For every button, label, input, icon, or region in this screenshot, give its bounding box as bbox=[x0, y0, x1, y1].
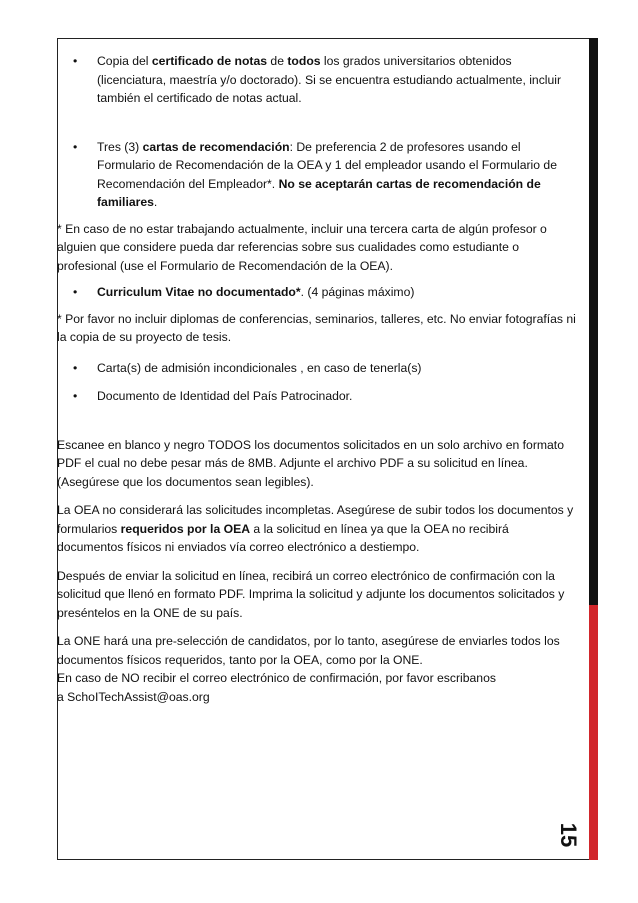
bullet-icon: • bbox=[73, 139, 78, 154]
list-item-certificado: • Copia del certificado de notas de todos los grados universitarios obtenidos (licenciatura, maestría y/o doctorado). Si se encuentra estudiando actualmente, incluir también el certificado de notas actual. bbox=[73, 54, 562, 105]
list-item-admision: • Carta(s) de admisión incondicionales , en caso de tenerla(s) bbox=[57, 359, 577, 378]
bullet-icon: • bbox=[73, 285, 78, 299]
side-bar-black bbox=[589, 38, 598, 605]
email-link[interactable]: a SchoITechAssist@oas.org bbox=[57, 689, 210, 704]
bullet-icon: • bbox=[73, 389, 78, 403]
paragraph-despues: Después de enviar la solicitud en línea, recibirá un correo electrónico de confirmación con la solicitud que llenó en formato PDF. Imprima la solicitud y adjunte los documentos solicitados y preséntelos en la ONE de su país. bbox=[57, 568, 565, 620]
list-item-cartas: • Tres (3) cartas de recomendación: De preferencia 2 de profesores usando el Formulario de Recomendación de la OEA y 1 del empleador usando el Formulario de Recomendación del Empleador*. No se aceptarán cartas de recomendación de familiares. bbox=[73, 139, 557, 209]
page-number: 15 bbox=[556, 822, 582, 848]
bullet-icon: • bbox=[73, 360, 78, 375]
note-cv: * Por favor no incluir diplomas de conferencias, seminarios, talleres, etc. No enviar fotografías ni la copia de su proyecto de tesis. bbox=[57, 311, 576, 344]
document-content bbox=[57, 52, 577, 706]
list-item-cv: • Curriculum Vitae no documentado*. (4 páginas máximo) bbox=[57, 283, 577, 302]
paragraph-escanee: Escanee en blanco y negro TODOS los documentos solicitados en un solo archivo en formato PDF el cual no debe pesar más de 8MB. Adjunte el archivo PDF a su solicitud en línea. (Asegúrese que los documentos sean legibles). bbox=[57, 437, 564, 489]
paragraph-oea: La OEA no considerará las solicitudes incompletas. Asegúrese de subir todos los documentos y formularios requeridos por la OEA a la solicitud en línea ya que la OEA no recibirá documentos físicos ni enviados vía correo electrónico a destiempo. bbox=[57, 503, 574, 554]
note-empleo: * En caso de no estar trabajando actualmente, incluir una tercera carta de algún profesor o alguien que considere pueda dar referencias sobre sus cualidades como estudiante o profesional (use el Formulario de Recomendación de la OEA). bbox=[57, 221, 547, 273]
list-item-identidad: • Documento de Identidad del País Patrocinador. bbox=[57, 387, 577, 406]
bullet-icon: • bbox=[73, 54, 78, 68]
side-bar-red bbox=[589, 605, 598, 860]
paragraph-one: La ONE hará una pre-selección de candidatos, por lo tanto, asegúrese de enviarles todos los documentos físicos requeridos, tanto por la OEA, como por la ONE. En caso de NO recibir el correo electrónico de confirmación, por favor escribanos a SchoITechAssist@oas.org bbox=[57, 634, 560, 704]
